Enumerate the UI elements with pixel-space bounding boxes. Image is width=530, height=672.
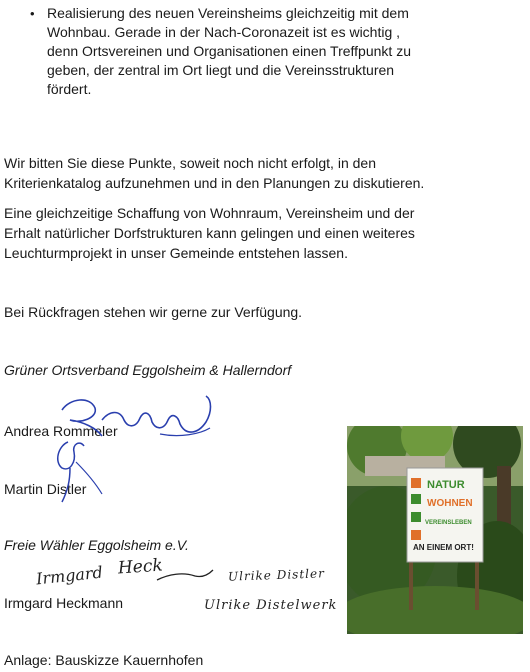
signer-name-rommeler: Andrea Rommeler xyxy=(4,423,118,439)
handwritten-heck: Heck xyxy=(117,555,164,579)
photo-sign-vereinsleben: VEREINSLEBEN xyxy=(425,520,472,526)
bullet-line: geben, der zentral im Ort liegt und die Vereinsstrukturen xyxy=(47,62,395,78)
paragraph-line: Eine gleichzeitige Schaffung von Wohnraum, Vereinsheim und der xyxy=(4,205,415,221)
bullet-line: Realisierung des neuen Vereinsheims gleichzeitig mit dem xyxy=(47,5,409,21)
paragraph-line: Kriterienkatalog aufzunehmen und in den Planungen zu diskutieren. xyxy=(4,175,425,191)
bullet-text xyxy=(47,4,507,99)
signer-name-distler: Martin Distler xyxy=(4,481,87,497)
org-name-freie-waehler: Freie Wähler Eggolsheim e.V. xyxy=(4,537,189,553)
signature-rommeler xyxy=(40,390,220,450)
bullet-marker: • xyxy=(30,6,35,21)
handwritten-ulrike-bottom: Ulrike Distelwerk xyxy=(204,598,338,613)
bullet-line: denn Ortsvereinen und Organisationen einen Treffpunkt zu xyxy=(47,43,411,59)
photo-sign-ort: AN EINEM ORT! xyxy=(413,543,474,552)
handwritten-irmgard: Irmgard xyxy=(35,562,104,589)
photo-scene xyxy=(347,426,523,634)
photo-sign-wohnen: WOHNEN xyxy=(427,498,473,509)
paragraph-line: Wir bitten Sie diese Punkte, soweit noch nicht erfolgt, in den xyxy=(4,155,376,171)
photo-sign xyxy=(347,426,523,634)
paragraph-vision xyxy=(4,204,524,263)
org-name-green: Grüner Ortsverband Eggolsheim & Hallerndorf xyxy=(4,362,292,378)
paragraph-line: Erhalt natürlicher Dorfstrukturen kann gelingen und einen weiteres xyxy=(4,225,415,241)
handwritten-ulrike-top: Ulrike Distler xyxy=(227,566,326,584)
paragraph-request xyxy=(4,154,524,193)
bullet-line: fördert. xyxy=(47,81,92,97)
photo-sign-natur: NATUR xyxy=(427,479,465,491)
paragraph-line: Leuchturmprojekt in unser Gemeinde entstehen lassen. xyxy=(4,245,348,261)
signer-name-heckmann: Irmgard Heckmann xyxy=(4,595,124,611)
attachment-note: Anlage: Bauskizze Kauernhofen xyxy=(4,652,204,668)
bullet-line: Wohnbau. Gerade in der Nach-Coronazeit ist es wichtig , xyxy=(47,24,401,40)
signature-distler xyxy=(40,432,120,512)
signature-flourish xyxy=(155,560,215,590)
paragraph-contact: Bei Rückfragen stehen wir gerne zur Verfügung. xyxy=(4,304,303,320)
